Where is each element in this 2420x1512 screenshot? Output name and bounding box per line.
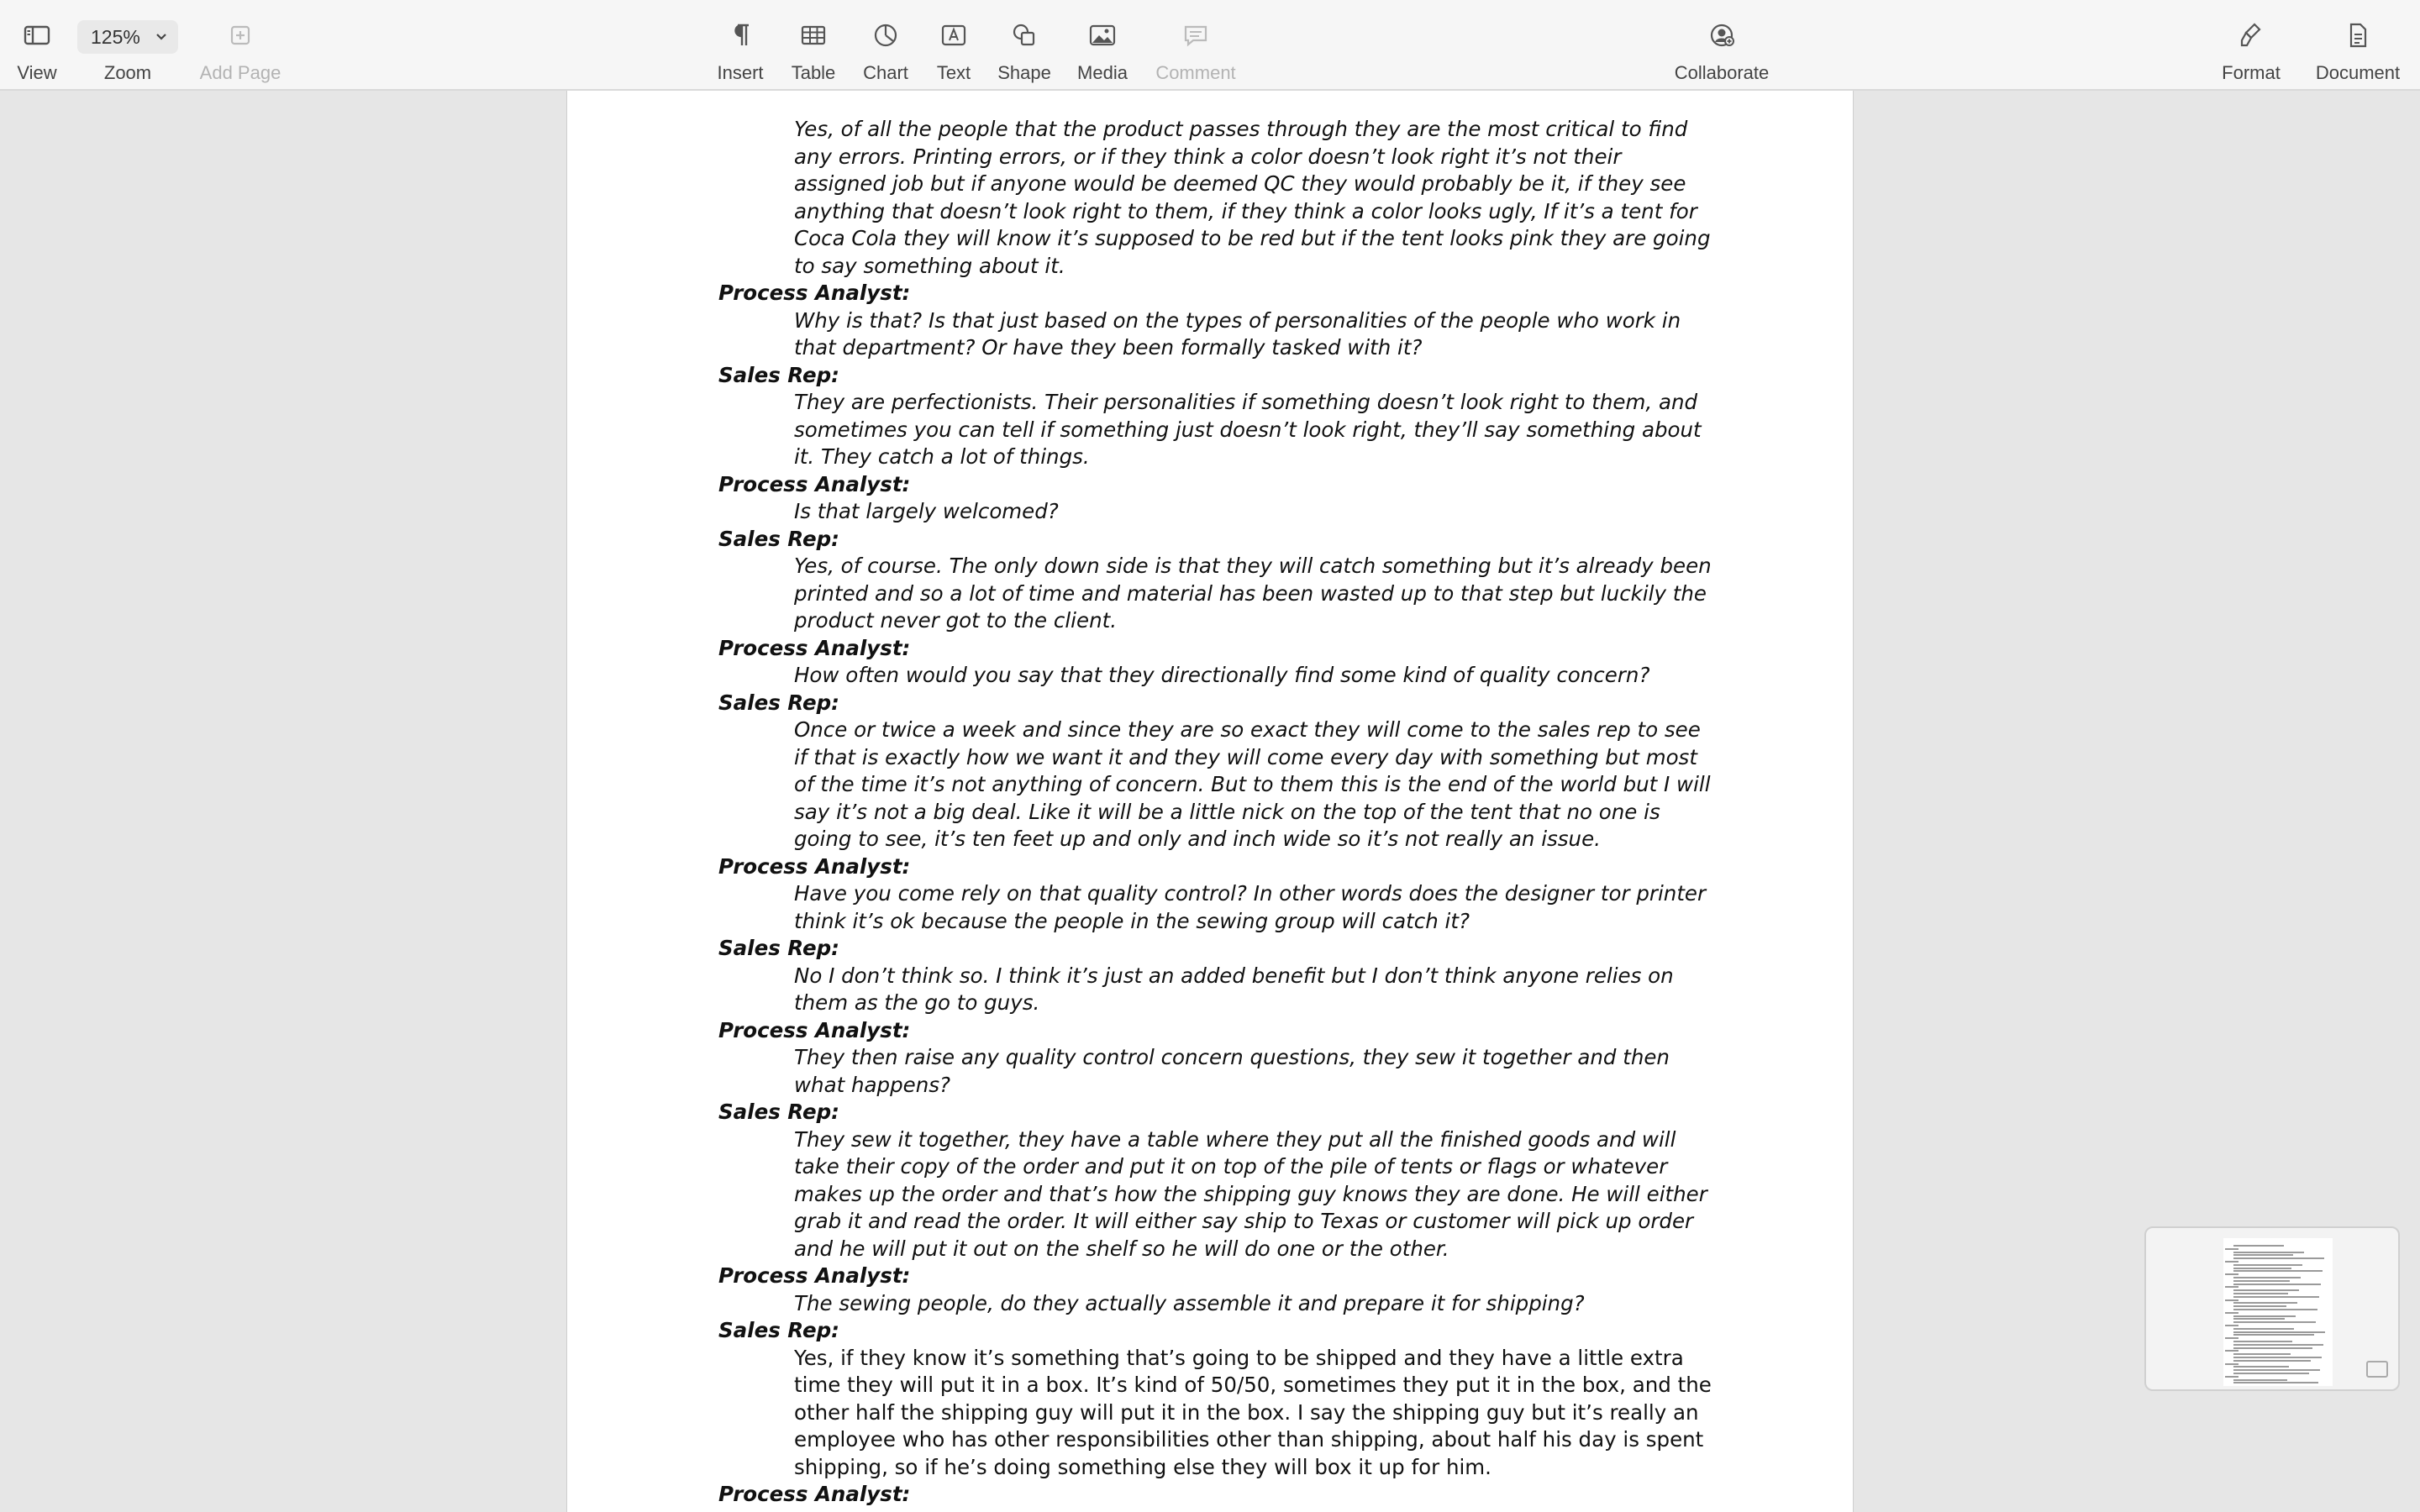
thumbnail-text-line <box>2233 1252 2304 1253</box>
thumbnail-text-line <box>2225 1363 2238 1365</box>
thumbnail-text-line <box>2233 1289 2299 1291</box>
thumbnail-text-line <box>2233 1382 2318 1383</box>
dialogue-paragraph: No I don’t think so. I think it’s just an added benefit but I don’t think anyone relies on them as the go to guys. <box>794 963 1674 1015</box>
zoom-select[interactable] <box>77 20 178 54</box>
dialogue-paragraph: Have you come rely on that quality control? In other words does the designer tor printer think it’s ok because the people in the sewing group will catch it? <box>794 881 1707 933</box>
thumbnail-text-line <box>2233 1245 2284 1247</box>
speaker-label: Process Analyst: <box>718 1263 911 1288</box>
document-icon <box>2341 18 2375 52</box>
thumbnail-text-line <box>2225 1312 2238 1314</box>
dialogue-paragraph: Yes, of course. The only down side is that they will catch something but it’s already been printed and so a lot of time and material has been wasted up to that step but luckily the product never got to the client. <box>794 554 1712 633</box>
shape-label: Shape <box>997 62 1051 83</box>
thumbnail-text-line <box>2233 1366 2289 1368</box>
thumbnail-text-line <box>2233 1357 2322 1358</box>
dialogue-paragraph: Is that largely welcomed? <box>794 499 1059 523</box>
thumbnail-text-line <box>2233 1334 2314 1336</box>
shape-icon <box>1007 18 1041 52</box>
thumbnail-text-line <box>2233 1360 2311 1362</box>
thumbnail-text-line <box>2233 1284 2321 1285</box>
dialogue-paragraph: Yes, of all the people that the product passes through they are the most critical to find any errors. Printing errors, or if they think a color doesn’t look right it’s not their assigned job but if anyone would be deemed QC they would probably be it, if they see anything that doesn’t look right to them, if they think a color looks ugly, If it’s a tent for Coca Cola they will know it’s supposed to be red but if the tent looks pink they are going to say something about it. <box>794 117 1711 278</box>
speaker-label: Sales Rep: <box>718 690 839 715</box>
speaker-label: Process Analyst: <box>718 1482 911 1506</box>
thumbnail-text-line <box>2233 1293 2288 1294</box>
speaker-label: Process Analyst: <box>718 281 911 305</box>
add-page-button[interactable] <box>182 18 299 84</box>
document-button[interactable] <box>2299 18 2417 84</box>
thumbnail-text-line <box>2233 1341 2292 1342</box>
insert-label: Insert <box>717 62 764 83</box>
thumbnail-text-line <box>2225 1350 2238 1352</box>
text-label: Text <box>936 62 971 83</box>
thumbnail-text-line <box>2233 1268 2291 1269</box>
dialogue-paragraph: Yes, if they know it’s something that’s going to be shipped and they have a little extra time they will put it in a box. It’s kind of 50/50, sometimes they put it in the box, and the other half the shipping guy will put it in the box. I say the shipping guy but it’s really an employee who has other responsibilities other than shipping, about half his day is spent shipping, so if he’s doing something else they will box it up for him. <box>794 1345 1712 1479</box>
dialogue-paragraph: They sew it together, they have a table where they put all the finished goods and will take their copy of the order and put it on top of the pile of tents or flags or whatever makes up the order and that’s how the shipping guy knows they are done. He will either grab it and read the order. It will either say ship to Texas or customer will pick up order and he will put it out on the shelf so he will do one or the other. <box>794 1126 1707 1261</box>
comment-button[interactable] <box>1137 18 1255 84</box>
table-label: Table <box>791 62 836 83</box>
dialogue-paragraph: Once or twice a week and since they are so exact they will come to the sales rep to see if that is exactly how we want it and they will come every day with something but most of the time it’s not anything of concern. But to them this is the end of the world but I will say it’s not a big deal. Like it will be a little nick on the top of the tent that no one is going to see, it’s ten feet up and only and inch wide so it’s not really an issue. <box>794 717 1711 851</box>
thumbnail-text-line <box>2233 1305 2286 1307</box>
chart-label: Chart <box>863 62 908 83</box>
comment-label: Comment <box>1155 62 1236 83</box>
thumbnail-text-line <box>2233 1328 2294 1330</box>
thumbnail-text-line <box>2233 1369 2320 1371</box>
thumbnail-text-line <box>2233 1347 2312 1349</box>
thumbnail-text-line <box>2233 1379 2287 1381</box>
collaborate-button[interactable] <box>1663 18 1781 84</box>
plus-square-icon <box>224 18 257 52</box>
thumbnail-text-line <box>2233 1321 2316 1323</box>
chevron-down-icon <box>155 20 168 64</box>
speaker-label: Sales Rep: <box>718 1318 839 1342</box>
format-label: Format <box>2222 62 2281 83</box>
thumbnail-text-line <box>2233 1277 2301 1278</box>
thumbnail-text-line <box>2225 1376 2238 1378</box>
speaker-label: Sales Rep: <box>718 526 839 551</box>
thumbnail-text-line <box>2233 1373 2309 1374</box>
collaborate-label: Collaborate <box>1674 62 1770 83</box>
document-page[interactable] <box>566 91 1854 1512</box>
add-page-label: Add Page <box>199 62 281 83</box>
view-label: View <box>17 62 57 83</box>
dialogue-paragraph: Why is that? Is that just based on the types of personalities of the people who work in that department? Or have they been formally tasked with it? <box>794 307 1681 360</box>
dialogue-paragraph: They are perfectionists. Their personalities if something doesn’t look right to them, and sometimes you can tell if something just doesn’t look right, they’ll say something about it. They catch a lot of things. <box>794 390 1702 469</box>
dialogue-paragraph: The sewing people, do they actually assemble it and prepare it for shipping? <box>794 1290 1585 1315</box>
thumbnail-text-line <box>2233 1270 2323 1272</box>
thumbnail-text-line <box>2233 1331 2325 1333</box>
pilcrow-icon <box>723 18 757 52</box>
thumbnail-text-line <box>2233 1296 2319 1298</box>
document-label: Document <box>2315 62 2401 83</box>
thumbnail-text-line <box>2225 1286 2238 1288</box>
speaker-label: Process Analyst: <box>718 635 911 660</box>
thumbnail-text-line <box>2233 1280 2290 1282</box>
thumbnail-text-line <box>2233 1302 2297 1304</box>
dialogue-paragraph: They then raise any quality control concern questions, they sew it together and then what happens? <box>794 1045 1670 1097</box>
thumbnail-text-line <box>2233 1315 2296 1317</box>
thumbnail-text-line <box>2225 1273 2238 1275</box>
zoom-value: 125% <box>91 26 140 48</box>
thumbnail-text-line <box>2233 1264 2302 1266</box>
zoom-label: Zoom <box>103 62 152 83</box>
table-icon <box>797 18 830 52</box>
thumbnail-text-line <box>2225 1248 2238 1250</box>
photo-icon <box>1086 18 1119 52</box>
speaker-label: Process Analyst: <box>718 853 911 879</box>
page-thumbnail-icon[interactable] <box>2366 1361 2388 1378</box>
format-button[interactable] <box>2192 18 2310 84</box>
thumbnail-text-line <box>2233 1344 2323 1346</box>
thumbnail-page <box>2223 1238 2333 1386</box>
speaker-label: Process Analyst: <box>718 471 911 496</box>
dialogue-paragraph: How often would you say that they directionally find some kind of quality concern? <box>794 663 1650 687</box>
comment-icon <box>1179 18 1213 52</box>
collaborate-icon <box>1705 18 1739 52</box>
thumbnail-text-line <box>2233 1257 2324 1259</box>
thumbnail-text-line <box>2233 1353 2291 1355</box>
thumbnail-text-line <box>2225 1261 2238 1263</box>
paintbrush-icon <box>2234 18 2268 52</box>
page-navigator-thumbnail[interactable] <box>2144 1226 2400 1391</box>
thumbnail-text-line <box>2225 1337 2238 1339</box>
speaker-label: Sales Rep: <box>718 1100 839 1124</box>
thumbnail-text-line <box>2233 1309 2317 1310</box>
media-label: Media <box>1077 62 1128 83</box>
document-body[interactable] <box>718 116 1718 1509</box>
speaker-label: Sales Rep: <box>718 936 839 960</box>
thumbnail-text-line <box>2225 1325 2238 1326</box>
thumbnail-text-line <box>2225 1299 2238 1301</box>
thumbnail-text-line <box>2233 1318 2285 1320</box>
speaker-label: Sales Rep: <box>718 362 839 387</box>
sidebar-icon <box>20 18 54 52</box>
toolbar <box>0 0 2420 91</box>
thumbnail-text-line <box>2233 1254 2293 1256</box>
speaker-label: Process Analyst: <box>718 1017 911 1042</box>
